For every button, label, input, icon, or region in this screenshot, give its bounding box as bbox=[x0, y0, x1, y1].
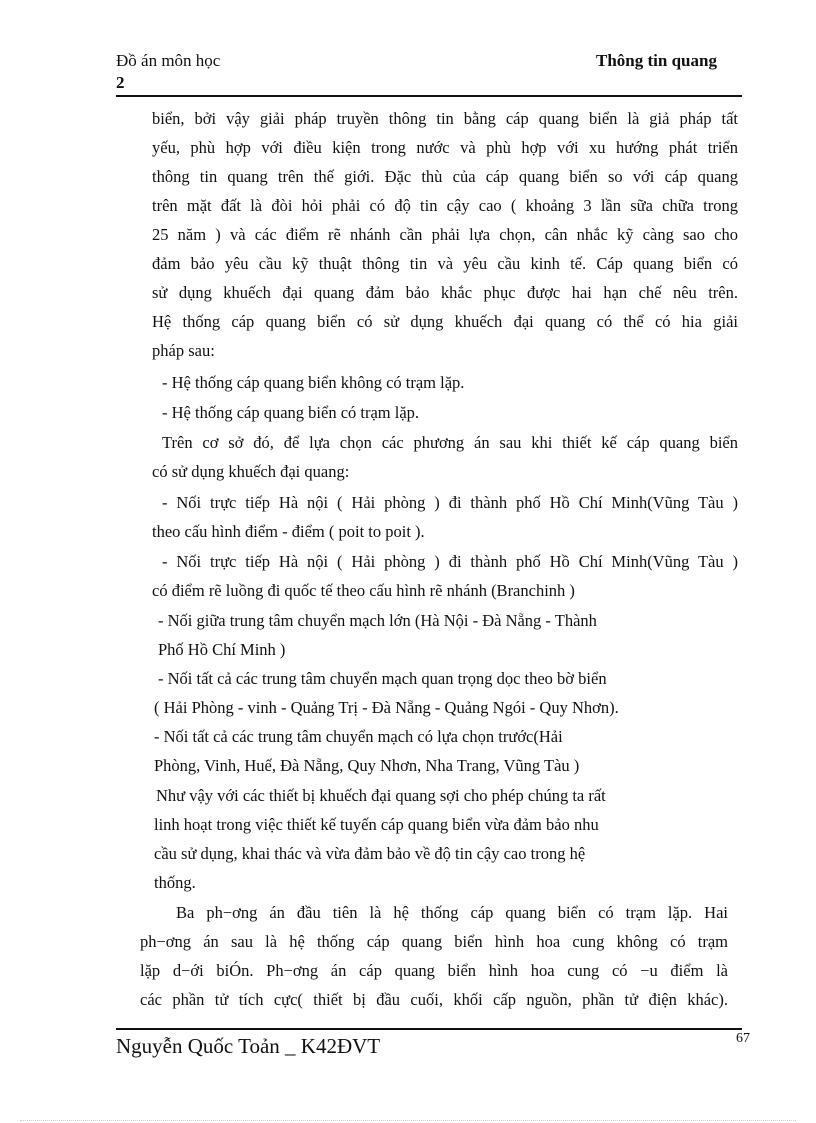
footer-author: Nguyễn Quốc Toản _ K42ĐVT bbox=[116, 1034, 381, 1058]
footer-divider bbox=[116, 1028, 742, 1030]
list-item: - Nối giữa trung tâm chuyển mạch lớn (Hà Nội - Đà Nẵng - Thành bbox=[158, 611, 597, 630]
text-line: Như vậy với các thiết bị khuếch đại quang sợi cho phép chúng ta rất bbox=[156, 786, 606, 805]
text-line: thông tin quang trên thế giới. Đặc thù của cáp quang biển so với cáp quang bbox=[152, 167, 738, 186]
page-edge-divider bbox=[20, 1120, 796, 1121]
header-divider bbox=[116, 95, 742, 97]
bullet-item: - Hệ thống cáp quang biển không có trạm lặp. bbox=[162, 373, 465, 392]
text-line: trên mặt đất là đòi hỏi phải có độ tin cậy cao ( khoảng 3 lần sữa chữa trong bbox=[152, 196, 738, 215]
header-left bbox=[116, 50, 220, 94]
text-line: ( Hải Phòng - vinh - Quảng Trị - Đà Nẵng - Quảng Ngói - Quy Nhơn). bbox=[154, 698, 619, 717]
list-item: - Nối tất cả các trung tâm chuyển mạch quan trọng dọc theo bờ biển bbox=[158, 669, 607, 688]
list-item: - Nối tất cả các trung tâm chuyển mạch có lựa chọn trước(Hải bbox=[154, 727, 563, 746]
text-line: có điểm rẽ luồng đi quốc tế theo cấu hình rẽ nhánh (Branchinh ) bbox=[152, 581, 575, 600]
text-line: Trên cơ sở đó, để lựa chọn các phương án sau khi thiết kế cáp quang biển bbox=[162, 433, 738, 452]
text-line: Hệ thống cáp quang biển có sử dụng khuếch đại quang có thể có hia giải bbox=[152, 312, 738, 331]
text-line: theo cấu hình điểm - điểm ( poit to poit ). bbox=[152, 522, 425, 541]
header-title: Thông tin quang bbox=[596, 51, 717, 70]
list-item: - Nối trực tiếp Hà nội ( Hải phòng ) đi thành phố Hồ Chí Minh(Vũng Tàu ) bbox=[162, 552, 738, 571]
text-line: 25 năm ) và các điểm rẽ nhánh cần phải lựa chọn, cân nhắc kỹ càng sao cho bbox=[152, 225, 738, 244]
text-line: Ba ph−ơng án đầu tiên là hệ thống cáp quang biển có trạm lặp. Hai bbox=[176, 903, 728, 922]
text-line: Phòng, Vinh, Huế, Đà Nẵng, Quy Nhơn, Nha Trang, Vũng Tàu ) bbox=[154, 756, 580, 775]
header-subject-number: 2 bbox=[116, 73, 125, 92]
text-line: linh hoạt trong việc thiết kế tuyến cáp quang biển vừa đảm bảo nhu bbox=[154, 815, 599, 834]
text-line: thống. bbox=[154, 873, 196, 892]
text-line: Phố Hồ Chí Minh ) bbox=[158, 640, 286, 659]
list-item: - Nối trực tiếp Hà nội ( Hải phòng ) đi thành phố Hồ Chí Minh(Vũng Tàu ) bbox=[162, 493, 738, 512]
header-subject: Đồ án môn học bbox=[116, 51, 221, 70]
text-line: lặp d−ới biÓn. Ph−ơng án cáp quang biển hình hoa cung có −u điểm là bbox=[140, 961, 728, 980]
page-number: 67 bbox=[736, 1031, 750, 1046]
text-line: các phần tử tích cực( thiết bị đầu cuối, khối cấp nguồn, phần tử điện khác). bbox=[140, 990, 728, 1009]
text-line: có sử dụng khuếch đại quang: bbox=[152, 462, 350, 481]
text-line: đảm bảo yêu cầu kỹ thuật thông tin và yêu cầu kinh tế. Cáp quang biển có bbox=[152, 254, 738, 273]
text-line: ph−ơng án sau là hệ thống cáp quang biển hình hoa cung không có trạm bbox=[140, 932, 728, 951]
text-line: cầu sử dụng, khai thác và vừa đảm bảo về độ tin cậy cao trong hệ bbox=[154, 844, 586, 863]
text-line: biển, bởi vậy giải pháp truyền thông tin bằng cáp quang biển là giả pháp tất bbox=[152, 109, 738, 128]
text-line: sử dụng khuếch đại quang đảm bảo khắc phục được hai hạn chế nêu trên. bbox=[152, 283, 738, 302]
bullet-item: - Hệ thống cáp quang biển có trạm lặp. bbox=[162, 403, 420, 422]
text-line: pháp sau: bbox=[152, 341, 215, 360]
text-line: yếu, phù hợp với điều kiện trong nước và phù hợp với xu hướng phát triển bbox=[152, 138, 738, 157]
